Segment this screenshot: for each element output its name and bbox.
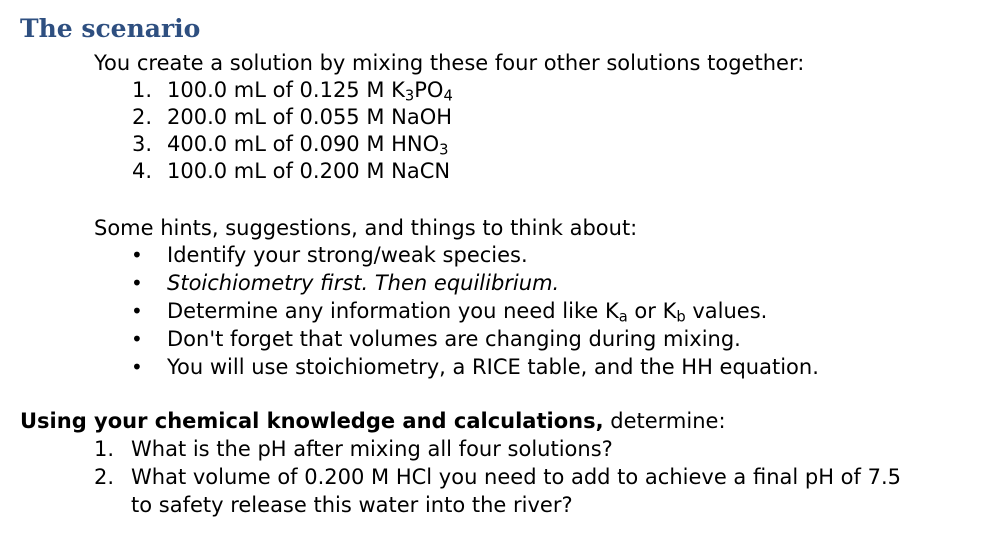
solution-item-1: 100.0 mL of 0.125 M $K_3PO_4$ (167, 78, 453, 105)
solution-number: 1. (131, 78, 152, 102)
bullet-icon: • (131, 327, 143, 351)
hint-item-4: Don't forget that volumes are changing during mixing. (167, 327, 741, 351)
question-2: What volume of 0.200 M HCl you need to add to achieve a final pH of 7.5 (131, 465, 901, 489)
question-number: 1. (93, 437, 114, 461)
hints-intro: Some hints, suggestions, and things to think about: (94, 216, 638, 240)
solution-item-3: 400.0 mL of 0.090 M $HNO_3$ (167, 132, 449, 159)
solution-number: 4. (131, 159, 152, 183)
hint-item-1: Identify your strong/weak species. (167, 243, 528, 267)
bullet-icon: • (131, 299, 143, 323)
solution-number: 3. (131, 132, 152, 156)
solution-item-2: 200.0 mL of 0.055 M NaOH (167, 105, 453, 129)
page-title: The scenario (20, 14, 201, 43)
hint-item-5: You will use stoichiometry, a RICE table, and the HH equation. (167, 355, 819, 379)
question-number: 2. (93, 465, 114, 489)
hint-item-2: Stoichiometry first. Then equilibrium. (167, 271, 560, 295)
bullet-icon: • (131, 271, 143, 295)
intro-text: You create a solution by mixing these four other solutions together: (94, 51, 805, 75)
solution-number: 2. (131, 105, 152, 129)
question-1: What is the pH after mixing all four solutions? (131, 437, 613, 461)
task-heading: Using your chemical knowledge and calculations, determine: (20, 409, 726, 433)
bullet-icon: • (131, 355, 143, 379)
question-2-continued: to safety release this water into the river? (131, 493, 573, 517)
hint-item-3: Determine any information you need like $K_a$ or $K_b$ values. (167, 299, 768, 326)
bullet-icon: • (131, 243, 143, 267)
solution-item-4: 100.0 mL of 0.200 M NaCN (167, 159, 451, 183)
